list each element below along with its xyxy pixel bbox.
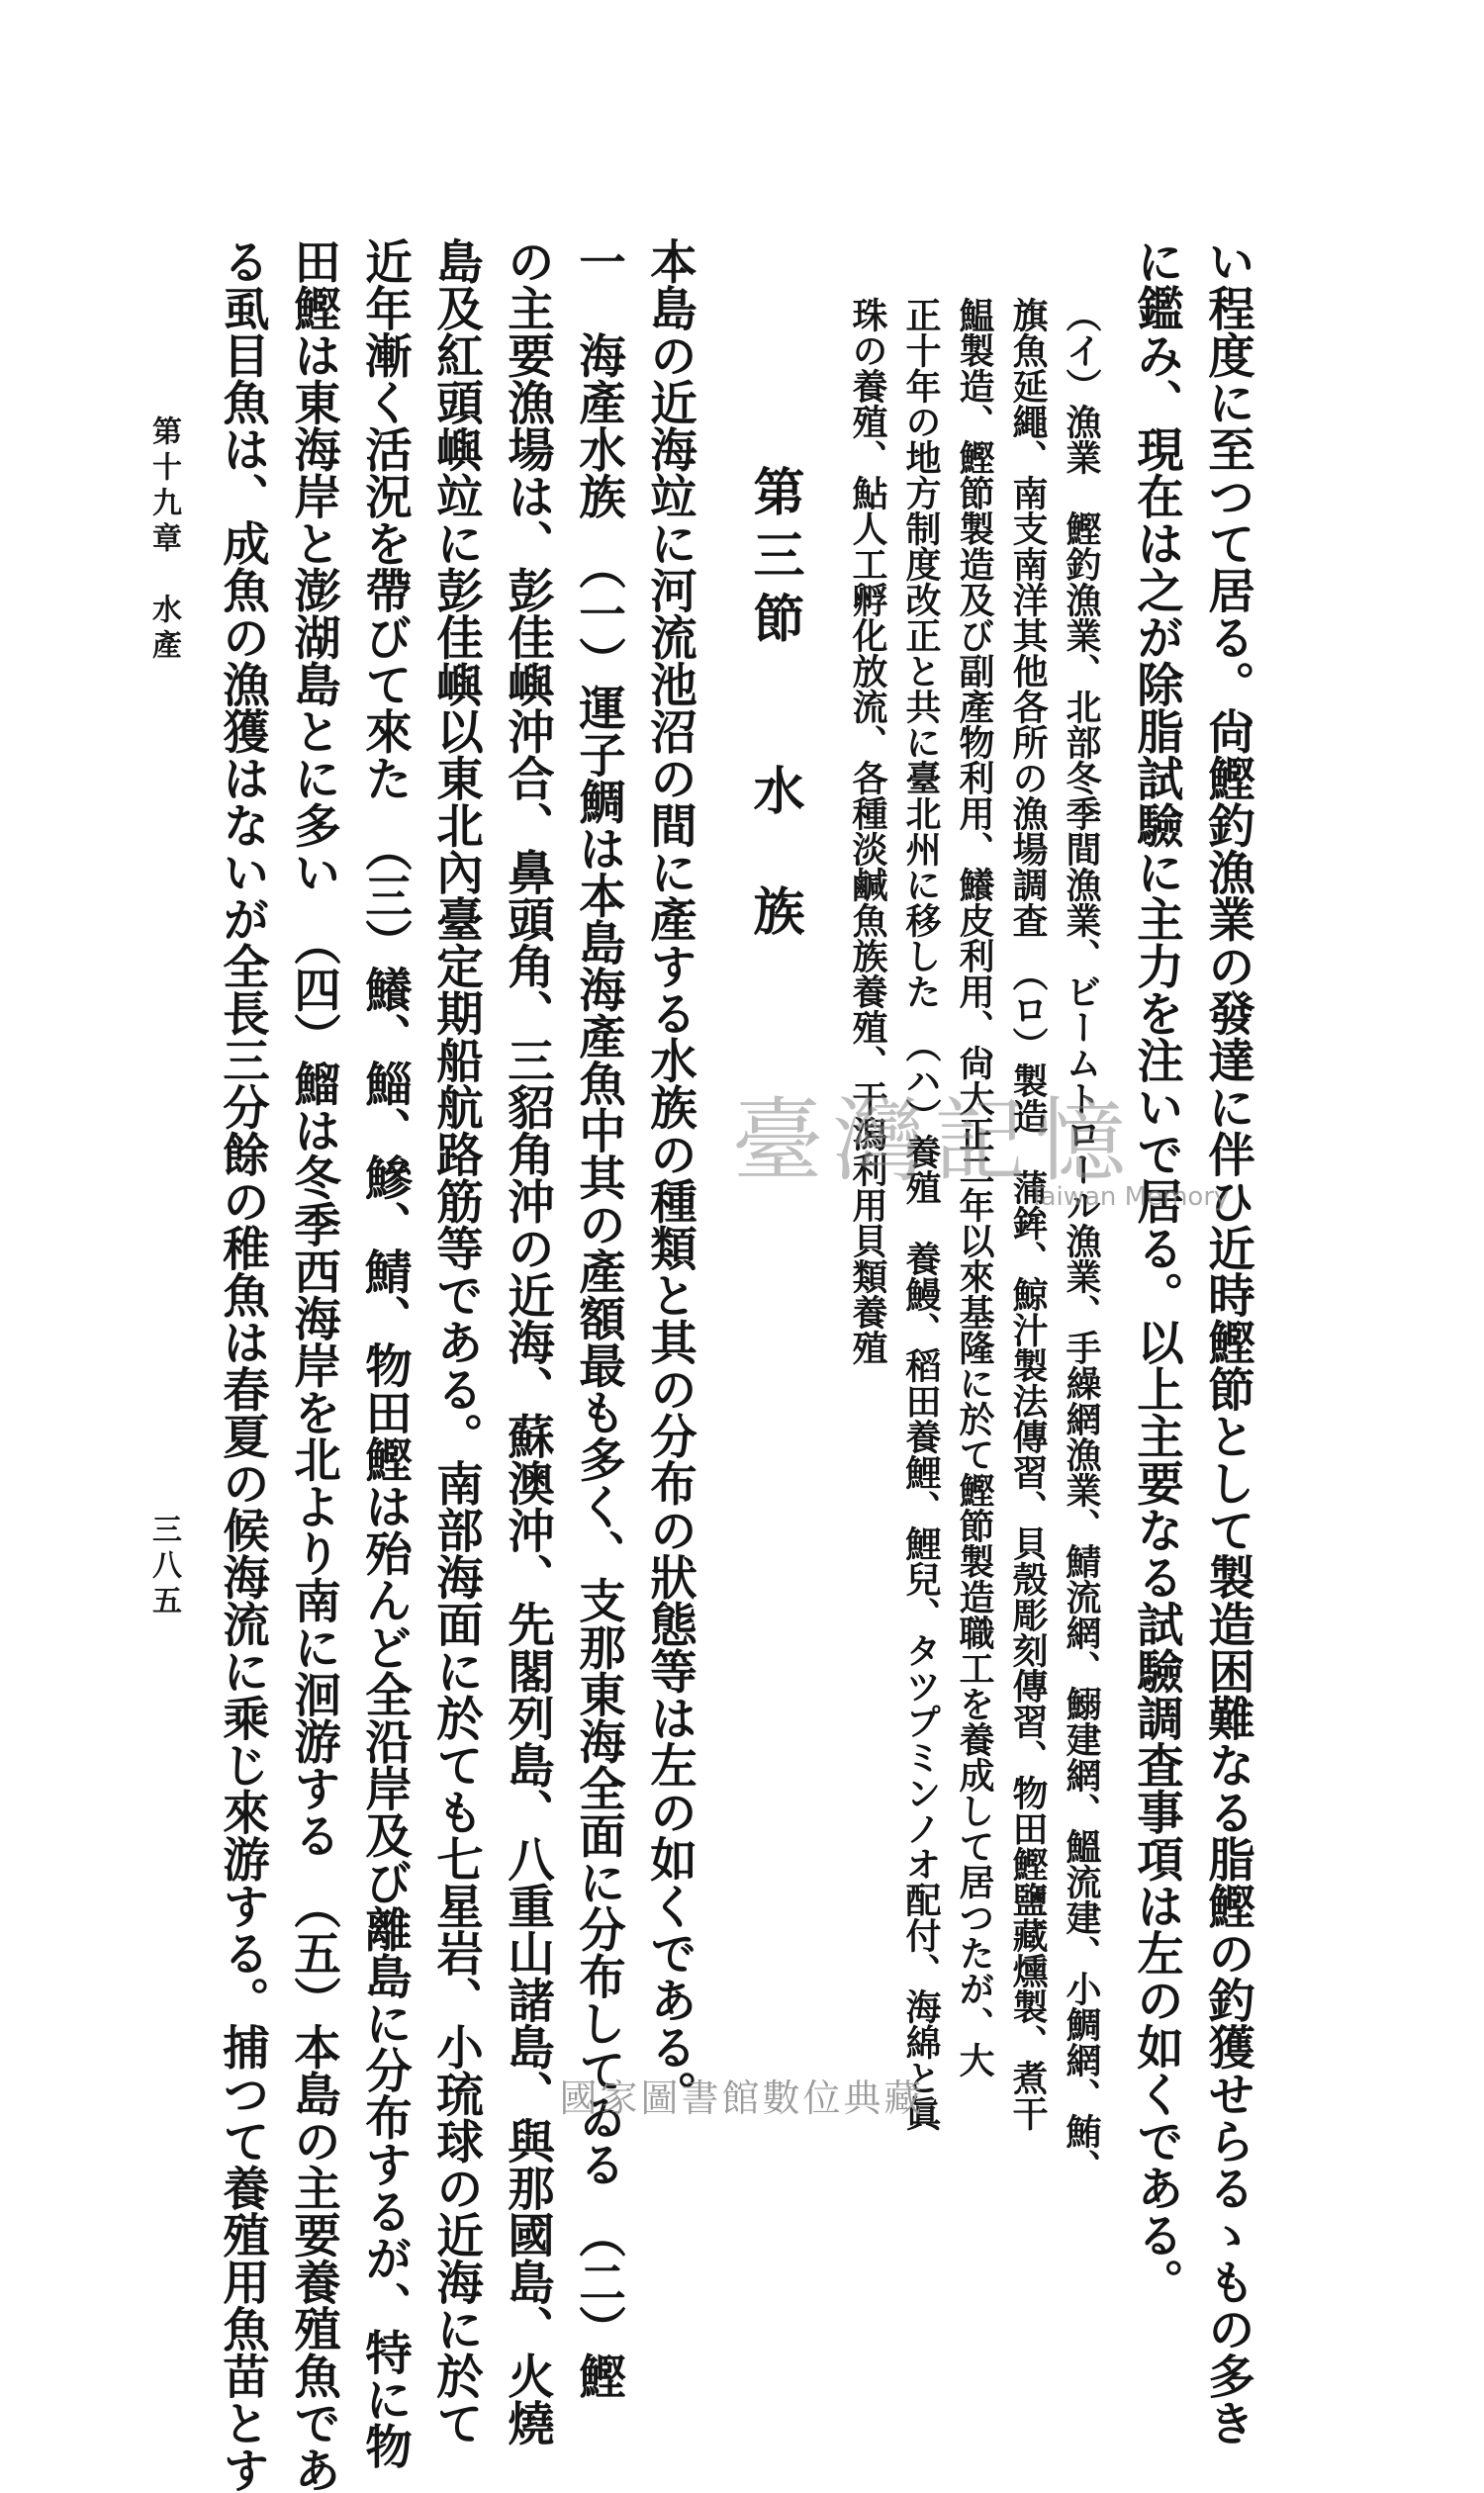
text-column-2: に鑑み、現在は之が除脂試驗に主力を注いで居る。以上主要なる試驗調査事項は左の如くである。: [1128, 237, 1184, 2305]
body-column-4: 島及紅頭嶼竝に彭佳嶼以東北內臺定期船航路筋等である。南部海面に於ても七星岩、小琉球の近海に於て: [427, 237, 484, 2447]
body-column-6: 田鰹は東海岸と澎湖島とに多い （四）鰡は冬季西海岸を北より南に洄游する （五）本島の主要養殖魚であ: [285, 237, 341, 2493]
section-number: 第三節: [744, 465, 804, 655]
text-column-1: い程度に至つて居る。尙鰹釣漁業の發達に伴ひ近時鰹節として製造困難なる脂鰹の釣獲せらるゝもの多き: [1199, 237, 1255, 2447]
body-column-3: の主要漁場は、彭佳嶼沖合、鼻頭角、三貂角沖の近海、蘇澳沖、先閣列島、八重山諸島、與那國島、火燒: [499, 237, 555, 2447]
watermark-logo: 臺灣記憶: [732, 1088, 1137, 1194]
body-column-1: 本島の近海竝に河流池沼の間に產する水族の種類と其の分布の狀態等は左の如くである。: [641, 237, 697, 2117]
page-number: 三八五: [146, 1514, 181, 1620]
body-column-2: 一 海產水族 （一）運子鯛は本島海產魚中其の產額最も多く、支那東海全面に分布してゐる （二）鰹: [570, 237, 626, 2399]
text-column-5: 鰛製造、鰹節製造及び副產物利用、鱶皮利用、尙大正二年以來基隆に於て鰹節製造職工を養成して居つたが、大: [954, 297, 995, 2078]
body-column-7: る虱目魚は、成魚の漁獲はないが全長三分餘の稚魚は春夏の候海流に乘じ來游する。捕つて養殖用魚苗とす: [214, 237, 270, 2493]
section-title: 水族: [744, 764, 804, 1005]
watermark-subtitle: Taiwan Memory: [1029, 1182, 1230, 1212]
chapter-footer: 第十九章 水產: [146, 416, 181, 665]
text-column-6: 正十年の地方制度改正と共に臺北州に移した （ハ）養殖 養鰻、稻田養鯉、鯉兒、タツプミンノオ配付、海綿と眞: [900, 297, 942, 2131]
text-column-7: 珠の養殖、鮎人工孵化放流、各種淡鹹魚族養殖、干潟利用貝類養殖: [847, 297, 888, 1365]
text-column-4: 旗魚延繩、南支南洋其他各所の漁場調査 （ロ）製造 蒲鉾、鯨汁製法傳習、貝殼彫刻傳習、物田鰹鹽藏燻製、煮干: [1007, 297, 1049, 2131]
body-column-5: 近年漸く活況を帶びて來た （三）鱶、鯔、鰺、鯖、物田鰹は殆んど全沿岸及び離島に分布するが、特に物: [356, 237, 413, 2470]
text-column-3: （イ）漁業 鰹釣漁業、北部冬季間漁業、ビームトロール漁業、手繰網漁業、鯖流網、鰯建網、鰮流建、小鯛網、鮪、: [1061, 297, 1102, 2184]
library-credit: 國家圖書館數位典藏: [559, 2077, 925, 2120]
section-heading: [744, 465, 804, 1005]
